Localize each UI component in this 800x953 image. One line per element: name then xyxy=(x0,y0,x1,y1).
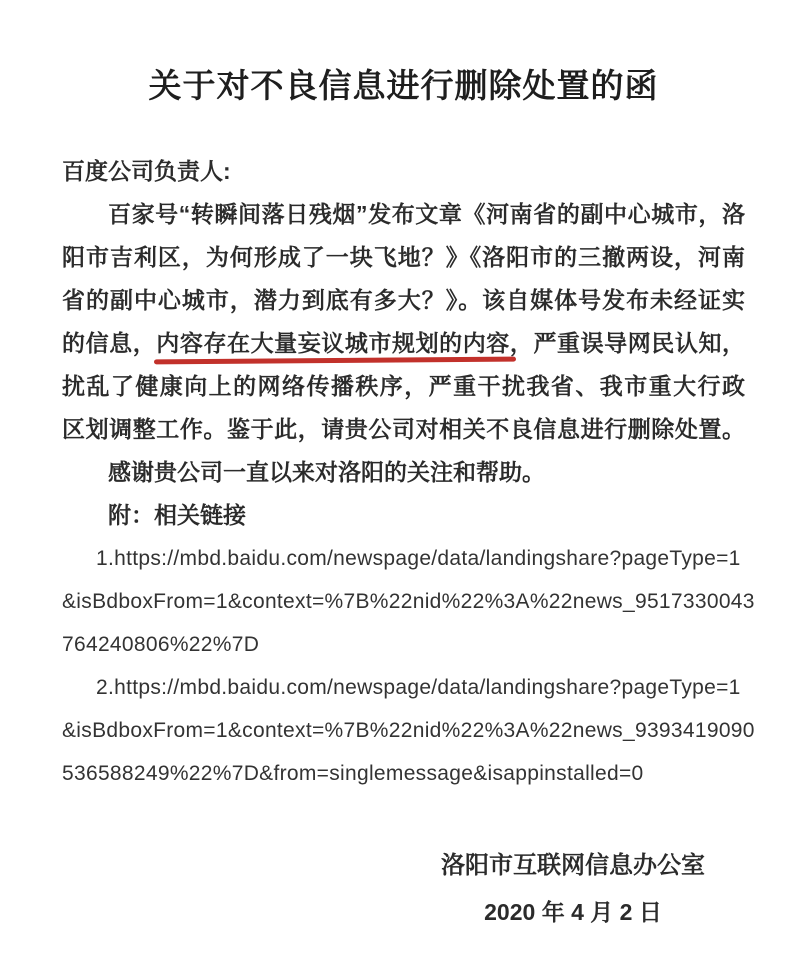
attachment-label: 附：相关链接 xyxy=(108,502,246,528)
signature-date: 2020 年 4 月 2 日 xyxy=(484,899,662,925)
paragraph-line: 百家号“转瞬间落日残烟”发布文章《河南省的副中心城市，洛 xyxy=(108,201,745,227)
paragraph-main xyxy=(62,193,745,451)
paragraph-line: 扰乱了健康向上的网络传播秩序，严重干扰我省、我市重大行政 xyxy=(62,373,745,399)
signature-block xyxy=(441,843,705,935)
document-title: 关于对不良信息进行删除处置的函 xyxy=(148,67,659,104)
signature-organization: 洛阳市互联网信息办公室 xyxy=(441,852,705,879)
paragraph-line-with-underline xyxy=(62,322,745,365)
salutation: 百度公司负责人: xyxy=(62,158,231,184)
paragraph-line: 省的副中心城市，潜力到底有多大？》。该自媒体号发布未经证实 xyxy=(62,287,745,313)
link-block-1 xyxy=(62,537,755,666)
link2-line3: 536588249%22%7D&from=singlemessage&isappinstalled=0 xyxy=(62,762,644,785)
paragraph-thanks: 感谢贵公司一直以来对洛阳的关注和帮助。 xyxy=(108,459,545,485)
link1-line3: 764240806%22%7D xyxy=(62,633,260,656)
paragraph-line: 区划调整工作。鉴于此，请贵公司对相关不良信息进行删除处置。 xyxy=(62,416,745,442)
text-after-underline: ，严重误导网民认知， xyxy=(509,330,746,356)
red-underlined-text: 内容存在大量妄议城市规划的内容 xyxy=(156,330,510,356)
link1-line2: &isBdboxFrom=1&context=%7B%22nid%22%3A%22news_9517330043 xyxy=(62,590,755,613)
link1-line1: 1.https://mbd.baidu.com/newspage/data/landingshare?pageType=1 xyxy=(96,547,741,570)
link-block-2 xyxy=(62,666,755,795)
text-before-underline: 的信息， xyxy=(62,330,157,356)
paragraph-line: 阳市吉利区，为何形成了一块飞地？》《洛阳市的三撤两设，河南 xyxy=(62,244,745,270)
link2-line2: &isBdboxFrom=1&context=%7B%22nid%22%3A%22news_9393419090 xyxy=(62,719,755,742)
link2-line1: 2.https://mbd.baidu.com/newspage/data/landingshare?pageType=1 xyxy=(96,676,741,699)
